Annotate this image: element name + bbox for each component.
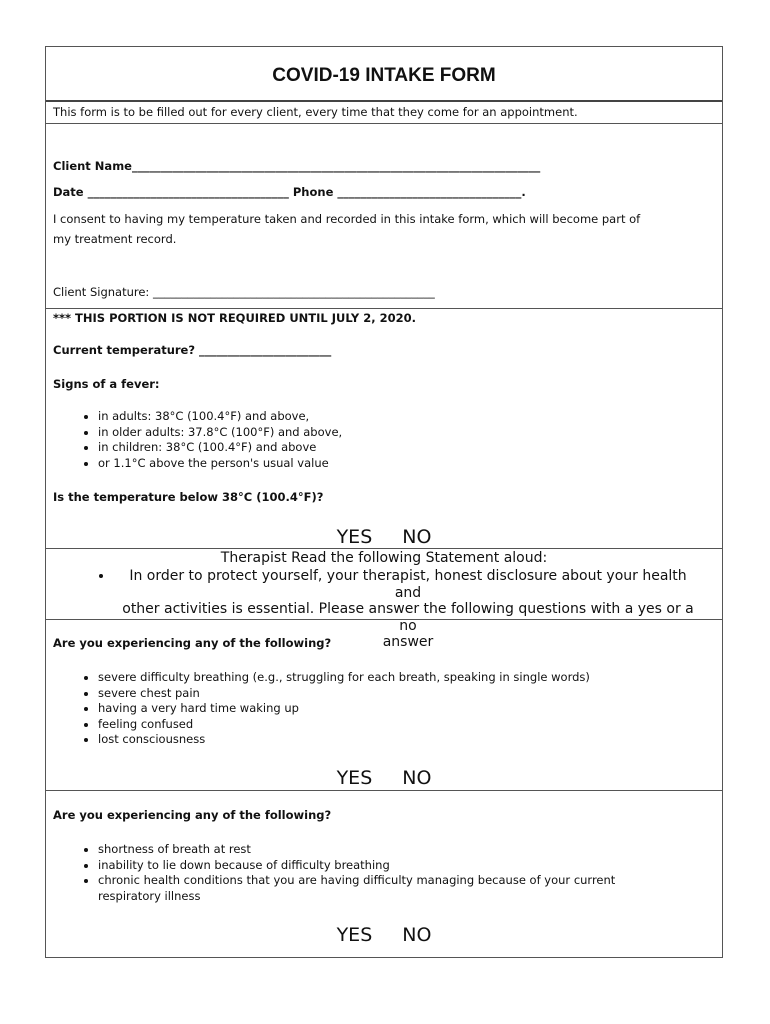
no-option[interactable]: NO [402, 767, 432, 789]
divider [46, 308, 722, 309]
yes-option[interactable]: YES [336, 924, 373, 946]
list-item: • severe chest pain [98, 686, 590, 702]
list-item: • severe difficulty breathing (e.g., struggling for each breath, speaking in single words) [98, 670, 590, 686]
list-item: • in older adults: 37.8°C (100°F) and above, [98, 425, 342, 441]
intake-form [45, 46, 723, 958]
list-item: • in adults: 38°C (100.4°F) and above, [98, 409, 342, 425]
yes-no-section1 [46, 767, 722, 789]
consent-text-line2: my treatment record. [53, 232, 177, 246]
intro-text: This form is to be filled out for every client, every time that they come for an appointment. [53, 105, 578, 119]
yes-option[interactable]: YES [336, 526, 373, 548]
divider [46, 619, 722, 620]
list-item: • or 1.1°C above the person's usual value [98, 456, 342, 472]
consent-text-line1: I consent to having my temperature taken and recorded in this intake form, which will become part of [53, 212, 641, 226]
yes-option[interactable]: YES [336, 767, 373, 789]
yes-no-temperature [46, 526, 722, 548]
list-item: • shortness of breath at rest [98, 842, 615, 858]
client-name-field[interactable]: Client Name_______________________________________________________________________ [53, 159, 541, 173]
fever-heading: Signs of a fever: [53, 377, 160, 391]
list-item: • lost consciousness [98, 732, 590, 748]
section2-list [76, 842, 615, 904]
temperature-question: Is the temperature below 38°C (100.4°F)? [53, 490, 324, 504]
therapist-heading: Therapist Read the following Statement aloud: [220, 550, 548, 566]
statement-line: other activities is essential. Please answer the following questions with a yes or a no [122, 601, 694, 634]
date-phone-field[interactable]: Date ___________________________________ Phone ________________________________. [53, 185, 526, 199]
divider [46, 548, 722, 549]
fever-list [76, 409, 342, 471]
yes-no-section2 [46, 924, 722, 946]
list-item-line: chronic health conditions that you are having difficulty managing because of your current [98, 873, 616, 887]
list-item: • having a very hard time waking up [98, 701, 590, 717]
no-option[interactable]: NO [402, 924, 432, 946]
divider [46, 100, 722, 102]
form-title: COVID-19 INTAKE FORM [272, 65, 496, 86]
divider [46, 790, 722, 791]
list-item [98, 873, 615, 904]
statement-line: answer [382, 634, 434, 650]
list-item: • in children: 38°C (100.4°F) and above [98, 440, 342, 456]
section1-heading: Are you experiencing any of the following? [53, 636, 332, 650]
statement-line: In order to protect yourself, your therapist, honest disclosure about your health and [129, 568, 687, 601]
list-item: • inability to lie down because of difficulty breathing [98, 858, 615, 874]
divider [46, 123, 722, 124]
current-temperature-field[interactable]: Current temperature? _______________________ [53, 343, 332, 357]
list-item-line: respiratory illness [98, 888, 201, 903]
section1-list [76, 670, 590, 748]
section2-heading: Are you experiencing any of the following? [53, 808, 332, 822]
list-item: • feeling confused [98, 717, 590, 733]
no-option[interactable]: NO [402, 526, 432, 548]
portion-note: *** THIS PORTION IS NOT REQUIRED UNTIL JULY 2, 2020. [53, 311, 416, 325]
client-signature-field[interactable]: Client Signature: _________________________________________________ [53, 285, 435, 299]
